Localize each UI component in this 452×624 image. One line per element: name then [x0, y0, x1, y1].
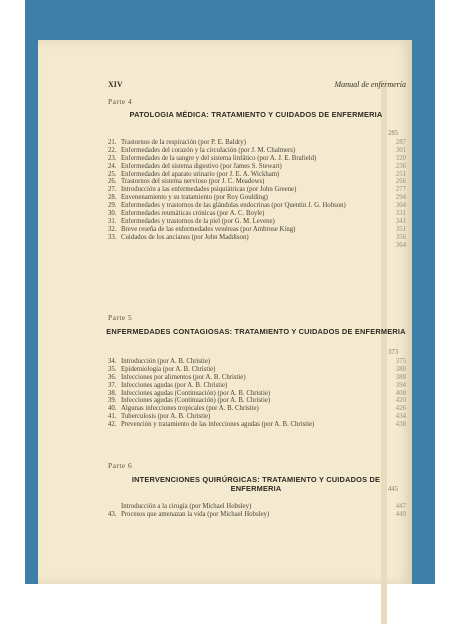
- toc-entry-page: 434: [395, 413, 406, 421]
- part4-label: Parte 4: [108, 97, 133, 106]
- toc-entry-title: Tuberculosis (por A. B. Christie): [121, 413, 211, 421]
- toc-entry: [108, 405, 406, 413]
- toc-entry-page: 301: [395, 146, 406, 154]
- toc-entry-title: Enfermedades y trastornos de la piel (por G. M. Levene): [121, 217, 275, 225]
- toc-entry-number: 38.: [108, 389, 117, 397]
- toc-entry: [108, 374, 406, 382]
- toc-entry-page: 341: [395, 217, 406, 225]
- toc-entry-title: Enfermedades del sistema digestivo (por James S. Stewart): [121, 162, 282, 170]
- toc-entry-number: 43.: [108, 510, 117, 518]
- toc-entry-number: 40.: [108, 405, 117, 413]
- toc-entry-number: 23.: [108, 154, 117, 162]
- toc-entry-title: Enfermedades reumáticas crónicas (por A. C. Boyle): [121, 210, 265, 218]
- running-title: Manual de enfermería: [334, 80, 406, 89]
- toc-entry-number: [108, 503, 121, 511]
- toc-entry-page: 408: [395, 389, 406, 397]
- part5-title: ENFERMEDADES CONTAGIOSAS: TRATAMIENTO Y CUIDADOS DE ENFERMERIA: [106, 327, 406, 336]
- toc-entry-number: 34.: [108, 358, 117, 365]
- toc-entry-page: 426: [395, 405, 406, 413]
- toc-entry-number: 42.: [108, 421, 117, 429]
- toc-entry-title: Epidemiología (por A. B. Christie): [121, 365, 216, 373]
- toc-entry-page: 356: [395, 233, 406, 241]
- toc-entry-title: Enfermedades y trastornos de las glándulas endocrinas (por Quentin J. G. Hobson): [121, 202, 346, 210]
- toc-entry-page: 287: [395, 139, 406, 146]
- toc-entry: [108, 397, 406, 405]
- toc-entry-number: 24.: [108, 162, 117, 170]
- toc-entry: [108, 210, 406, 218]
- part6-page: 445: [388, 486, 399, 493]
- part4-entries: [108, 139, 406, 249]
- toc-entry-page: 438: [395, 421, 406, 429]
- toc-entry-page: 420: [395, 397, 406, 405]
- toc-entry-page: 236: [395, 162, 406, 170]
- toc-entry-page: 447: [395, 503, 406, 510]
- part4-title: PATOLOGIA MÉDICA: TRATAMIENTO Y CUIDADOS DE ENFERMERIA: [129, 110, 383, 119]
- toc-entry-number: 21.: [108, 139, 117, 146]
- toc-entry-number: 31.: [108, 217, 117, 225]
- toc-entry-number: 41.: [108, 413, 117, 421]
- toc-entry-title: Breve reseña de las enfermedades venéreas (por Ambrose King): [121, 225, 296, 233]
- toc-entry-title: Infecciones por alimentos (por A. B. Christie): [121, 373, 246, 381]
- toc-entry-number: 25.: [108, 170, 117, 178]
- toc-entry-number: 22.: [108, 146, 117, 154]
- page-number: XIV: [108, 80, 123, 89]
- toc-entry-page: 375: [395, 358, 406, 365]
- toc-entry-page: 364: [395, 241, 406, 249]
- toc-entry: [108, 155, 406, 163]
- toc-entry-title: Trastornos del sistema nervioso (por J. C. Meadows): [121, 178, 265, 186]
- toc-entry-title: Infecciones agudas (Continuación) (por A. B. Christie): [121, 397, 271, 405]
- toc-entry-page: 388: [395, 373, 406, 381]
- toc-entry-page: 277: [395, 186, 406, 194]
- toc-entry: [108, 147, 406, 155]
- toc-entry-page: 304: [395, 202, 406, 210]
- toc-entry: [108, 178, 406, 186]
- toc-entry-number: 27.: [108, 186, 117, 194]
- part5-entries: [108, 358, 406, 429]
- toc-entry-page: 294: [395, 194, 406, 202]
- toc-entry-title: Procesos que amenazan la vida (por Michael Hobsley): [121, 510, 270, 518]
- part4-extra-page: [108, 242, 406, 250]
- toc-entry-number: 35.: [108, 365, 117, 373]
- toc-entry: [108, 194, 406, 202]
- toc-entry-title: Trastornos de la respiración (por P. E. Baldry): [121, 139, 246, 146]
- toc-entry-number: 33.: [108, 233, 117, 241]
- toc-entry-title: Envenenamiento y su tratamiento (por Roy Goulding): [121, 194, 268, 202]
- toc-entry: [108, 218, 406, 226]
- part4-page: 285: [388, 130, 399, 137]
- toc-entry: [108, 390, 406, 398]
- toc-entry: [108, 226, 406, 234]
- toc-entry-page: 380: [395, 365, 406, 373]
- part6-entries: [108, 503, 406, 519]
- toc-entry-page: 394: [395, 381, 406, 389]
- toc-entry-number: 37.: [108, 381, 117, 389]
- toc-entry: [108, 234, 406, 242]
- toc-entry: [108, 186, 406, 194]
- toc-entry-title: Prevención y tratamiento de las infecciones agudas (por A. B. Christie): [121, 421, 315, 429]
- part6-label: Parte 6: [108, 461, 133, 470]
- toc-entry-page: 251: [395, 170, 406, 178]
- toc-entry-number: 30.: [108, 210, 117, 218]
- spacer: [108, 242, 386, 250]
- toc-entry-number: 36.: [108, 373, 117, 381]
- toc-entry: [108, 511, 406, 519]
- toc-entry-title: Enfermedades del corazón y la circulación (por J. M. Chalmers): [121, 146, 296, 154]
- toc-entry-number: 32.: [108, 225, 117, 233]
- toc-entry: [108, 503, 406, 511]
- toc-entry-page: 331: [395, 210, 406, 218]
- toc-entry-title: Introducción (por A. B. Christie): [121, 358, 211, 365]
- toc-entry: [108, 358, 406, 366]
- toc-entry-number: 26.: [108, 178, 117, 186]
- part6-title: INTERVENCIONES QUIRÚRGICAS: TRATAMIENTO Y CUIDADOS DE ENFERMERIA: [131, 475, 381, 493]
- toc-entry-title: Enfermedades del aparato urinario (por J. E. A. Wickham): [121, 170, 280, 178]
- toc-entry: [108, 421, 406, 429]
- toc-entry: [108, 163, 406, 171]
- toc-entry-title: Infecciones agudas (por A. B. Christie): [121, 381, 228, 389]
- toc-entry-page: 320: [395, 154, 406, 162]
- toc-entry: [108, 171, 406, 179]
- toc-entry: [108, 413, 406, 421]
- toc-entry: [108, 139, 406, 147]
- toc-entry-title: Infecciones agudas (Continuación) (por A. B. Christie): [121, 389, 271, 397]
- toc-entry: [108, 382, 406, 390]
- toc-entry-page: 266: [395, 178, 406, 186]
- part5-label: Parte 5: [108, 313, 133, 322]
- toc-entry-number: 29.: [108, 202, 117, 210]
- toc-entry-title: Introducción a la cirugía (por Michael Hobsley): [121, 503, 252, 510]
- toc-entry-page: 449: [395, 510, 406, 518]
- toc-entry-title: Cuidados de los ancianos (por John Maddison): [121, 233, 249, 241]
- toc-entry-page: 351: [395, 225, 406, 233]
- toc-entry: [108, 202, 406, 210]
- toc-entry-title: Introducción a las enfermedades psiquiátricas (por John Greene): [121, 186, 297, 194]
- toc-entry-title: Algunas infecciones tropicales (por A. B. Christie): [121, 405, 259, 413]
- toc-entry-number: 39.: [108, 397, 117, 405]
- part5-page: 373: [388, 349, 399, 356]
- toc-entry-number: 28.: [108, 194, 117, 202]
- toc-entry-title: Enfermedades de la sangre y del sistema linfático (por A. J. E. Brafield): [121, 154, 317, 162]
- toc-entry: [108, 366, 406, 374]
- page-content: [38, 40, 412, 584]
